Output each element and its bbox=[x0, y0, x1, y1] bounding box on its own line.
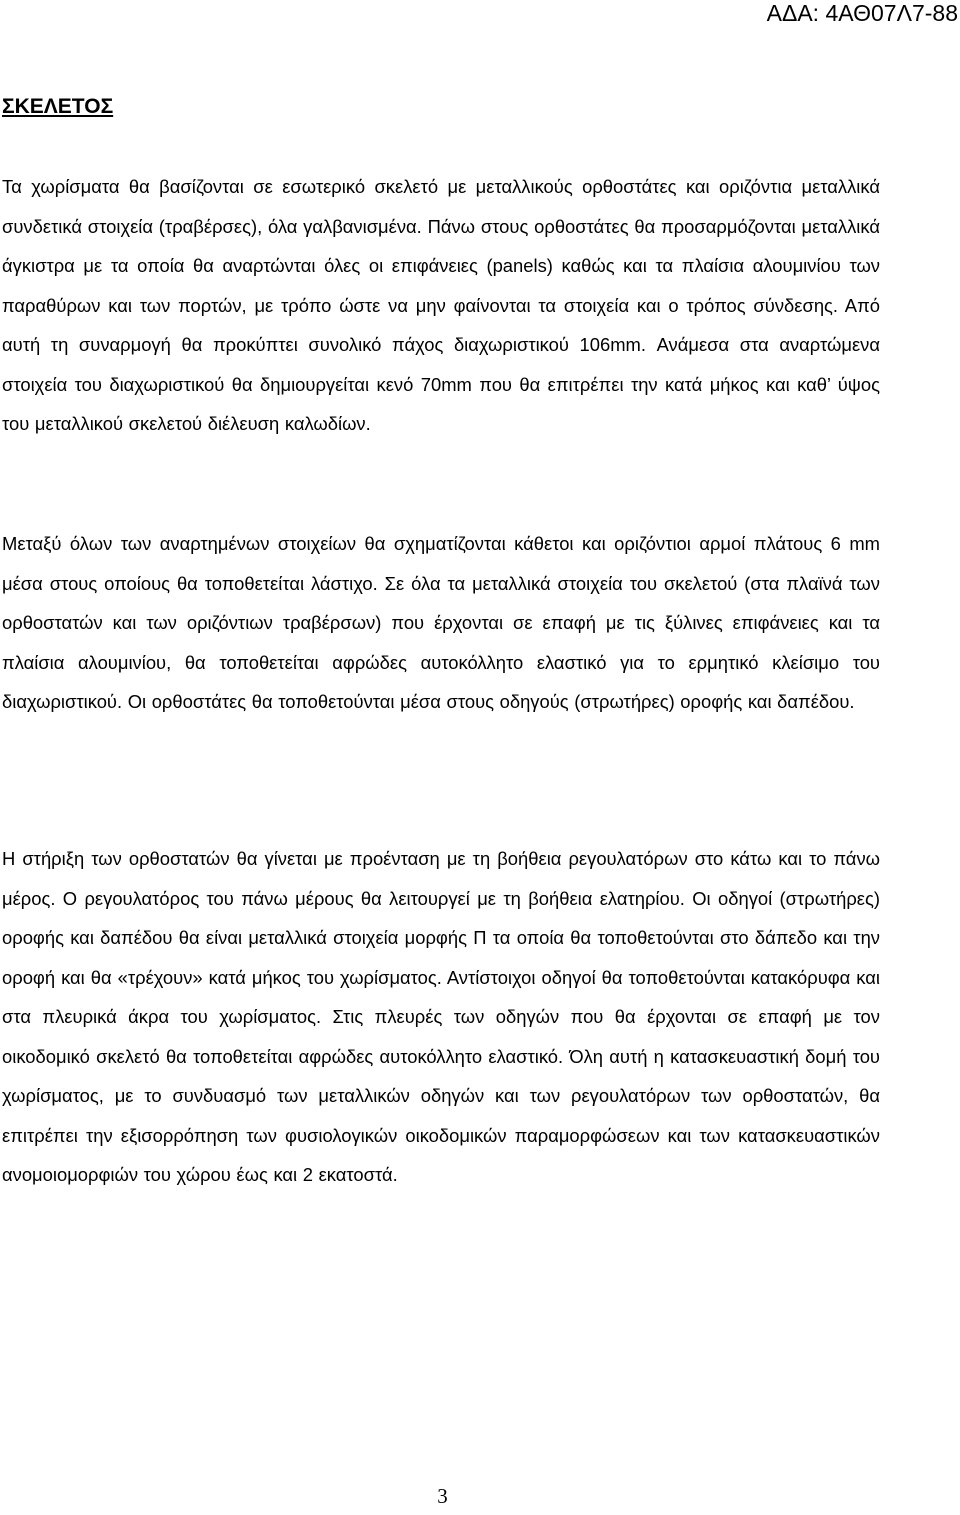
paragraph-joints-and-seals: Μεταξύ όλων των αναρτημένων στοιχείων θα σχηματίζονται κάθετοι και οριζόντιοι αρμοί πλάτους 6 mm μέσα στους οποίους θα τοποθετείται λάστιχο. Σε όλα τα μεταλλικά στοιχεία του σκελετού (στα πλαϊνά των ορθοστατών και των οριζόντιων τραβέρσων) που έρχονται σε επαφή με τις ξύλινες επιφάνειες και τα πλαίσια αλουμινίου, θα τοποθετείται αφρώδες αυτοκόλλητο ελαστικό για το ερμητικό κλείσιμο του διαχωριστικού. Οι ορθοστάτες θα τοποθετούνται μέσα στους οδηγούς (στρωτήρες) οροφής και δαπέδου. bbox=[2, 533, 880, 712]
paragraph-skeleton-description: Τα χωρίσματα θα βασίζονται σε εσωτερικό σκελετό με μεταλλικούς ορθοστάτες και οριζόντια μεταλλικά συνδετικά στοιχεία (τραβέρσες), όλα γαλβανισμένα. Πάνω στους ορθοστάτες θα προσαρμόζονται μεταλλικά άγκιστρα με τα οποία θα αναρτώνται όλες οι επιφάνειες (panels) καθώς και τα πλαίσια αλουμινίου των παραθύρων και των πορτών, με τρόπο ώστε να μην φαίνονται τα στοιχεία και ο τρόπος σύνδεσης. Από αυτή τη συναρμογή θα προκύπτει συνολικό πάχος διαχωριστικού 106mm. Ανάμεσα στα αναρτώμενα στοιχεία του διαχωριστικού θα δημιουργείται κενό 70mm που θα επιτρέπει την κατά μήκος και καθ’ ύψος του μεταλλικού σκελετού διέλευση καλωδίων. bbox=[2, 176, 880, 434]
paragraph-support-and-guides: Η στήριξη των ορθοστατών θα γίνεται με προένταση με τη βοήθεια ρεγουλατόρων στο κάτω και το πάνω μέρος. Ο ρεγουλατόρος του πάνω μέρους θα λειτουργεί με τη βοήθεια ελατηρίου. Οι οδηγοί (στρωτήρες) οροφής και δαπέδου θα είναι μεταλλικά στοιχεία μορφής Π τα οποία θα τοποθετούνται στο δάπεδο και την οροφή και θα «τρέχουν» κατά μήκος του χωρίσματος. Αντίστοιχοι οδηγοί θα τοποθετούνται κατακόρυφα και στα πλευρικά άκρα του χωρίσματος. Στις πλευρές των οδηγών που θα έρχονται σε επαφή με τον οικοδομικό σκελετό θα τοποθετείται αφρώδες αυτοκόλλητο ελαστικό. Όλη αυτή η κατασκευαστική δομή του χωρίσματος, με το συνδυασμό των μεταλλικών οδηγών και των ρεγουλατόρων των ορθοστατών, θα επιτρέπει την εξισορρόπηση των φυσιολογικών οικοδομικών παραμορφώσεων και των κατασκευαστικών ανομοιομορφιών του χώρου έως και 2 εκατοστά. bbox=[2, 848, 880, 1185]
document-code: ΑΔΑ: 4ΑΘ07Λ7-88 bbox=[766, 0, 958, 26]
page-number: 3 bbox=[437, 1484, 448, 1508]
section-title: ΣΚΕΛΕΤΟΣ bbox=[2, 95, 114, 118]
